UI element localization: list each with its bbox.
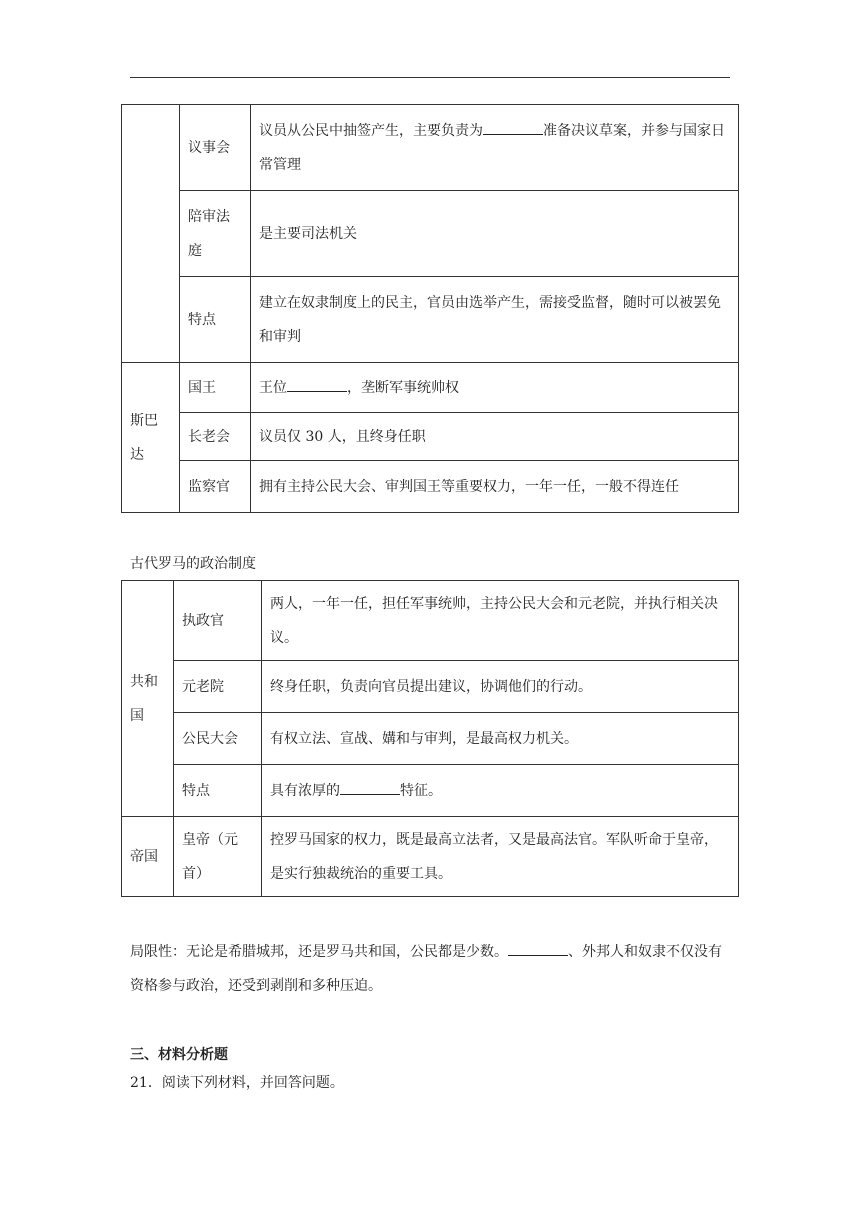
row-label: 陪审法庭 [180, 191, 251, 277]
group-cell-republic: 共和国 [122, 581, 174, 817]
row-content: 终身任职，负责向官员提出建议，协调他们的行动。 [262, 661, 739, 713]
group-cell-empire: 帝国 [122, 817, 174, 897]
answer-blank[interactable] [508, 954, 568, 956]
greek-politics-table [121, 104, 739, 513]
table-row [122, 105, 739, 191]
table-row [122, 413, 739, 461]
table-caption: 古代罗马的政治制度 [130, 556, 256, 572]
section-title: 三、材料分析题 [130, 1047, 228, 1063]
table-row [122, 661, 739, 713]
row-label: 执政官 [174, 581, 262, 661]
row-label: 元老院 [174, 661, 262, 713]
roman-politics-table [121, 580, 739, 897]
header-rule [130, 77, 730, 78]
table-row [122, 461, 739, 513]
table-row [122, 191, 739, 277]
group-cell-sparta: 斯巴达 [122, 363, 180, 513]
group-cell-empty [122, 105, 180, 363]
row-content: 议员仅 30 人，且终身任职 [251, 413, 739, 461]
table-row [122, 713, 739, 765]
row-content: 控罗马国家的权力，既是最高立法者，又是最高法官。军队听命于皇帝，是实行独裁统治的重要工具。 [262, 817, 739, 897]
table-row [122, 581, 739, 661]
answer-blank[interactable] [483, 133, 543, 135]
table-row [122, 817, 739, 897]
row-content: 议员从公民中抽签产生，主要负责为 准备决议草案，并参与国家日常管理 [251, 105, 739, 191]
row-label: 皇帝（元首） [174, 817, 262, 897]
row-content: 是主要司法机关 [251, 191, 739, 277]
table-row [122, 277, 739, 363]
answer-blank[interactable] [340, 793, 400, 795]
row-label: 长老会 [180, 413, 251, 461]
row-content: 王位 ，垄断军事统帅权 [251, 363, 739, 413]
answer-blank[interactable] [287, 390, 347, 392]
row-label: 监察官 [180, 461, 251, 513]
row-content: 有权立法、宣战、媾和与审判，是最高权力机关。 [262, 713, 739, 765]
row-label: 议事会 [180, 105, 251, 191]
row-content: 拥有主持公民大会、审判国王等重要权力，一年一任，一般不得连任 [251, 461, 739, 513]
table-row [122, 765, 739, 817]
limitation-paragraph: 局限性：无论是希腊城邦，还是罗马共和国，公民都是少数。 、外邦人和奴隶不仅没有资格参与政治，还受到剥削和多种压迫。 [130, 944, 722, 994]
row-label: 公民大会 [174, 713, 262, 765]
row-content: 具有浓厚的 特征。 [262, 765, 739, 817]
question-21: 21．阅读下列材料，并回答问题。 [130, 1075, 344, 1091]
row-content: 两人，一年一任，担任军事统帅，主持公民大会和元老院，并执行相关决议。 [262, 581, 739, 661]
row-label: 特点 [174, 765, 262, 817]
row-label: 特点 [180, 277, 251, 363]
row-label: 国王 [180, 363, 251, 413]
table-row [122, 363, 739, 413]
row-content: 建立在奴隶制度上的民主，官员由选举产生，需接受监督，随时可以被罢免和审判 [251, 277, 739, 363]
